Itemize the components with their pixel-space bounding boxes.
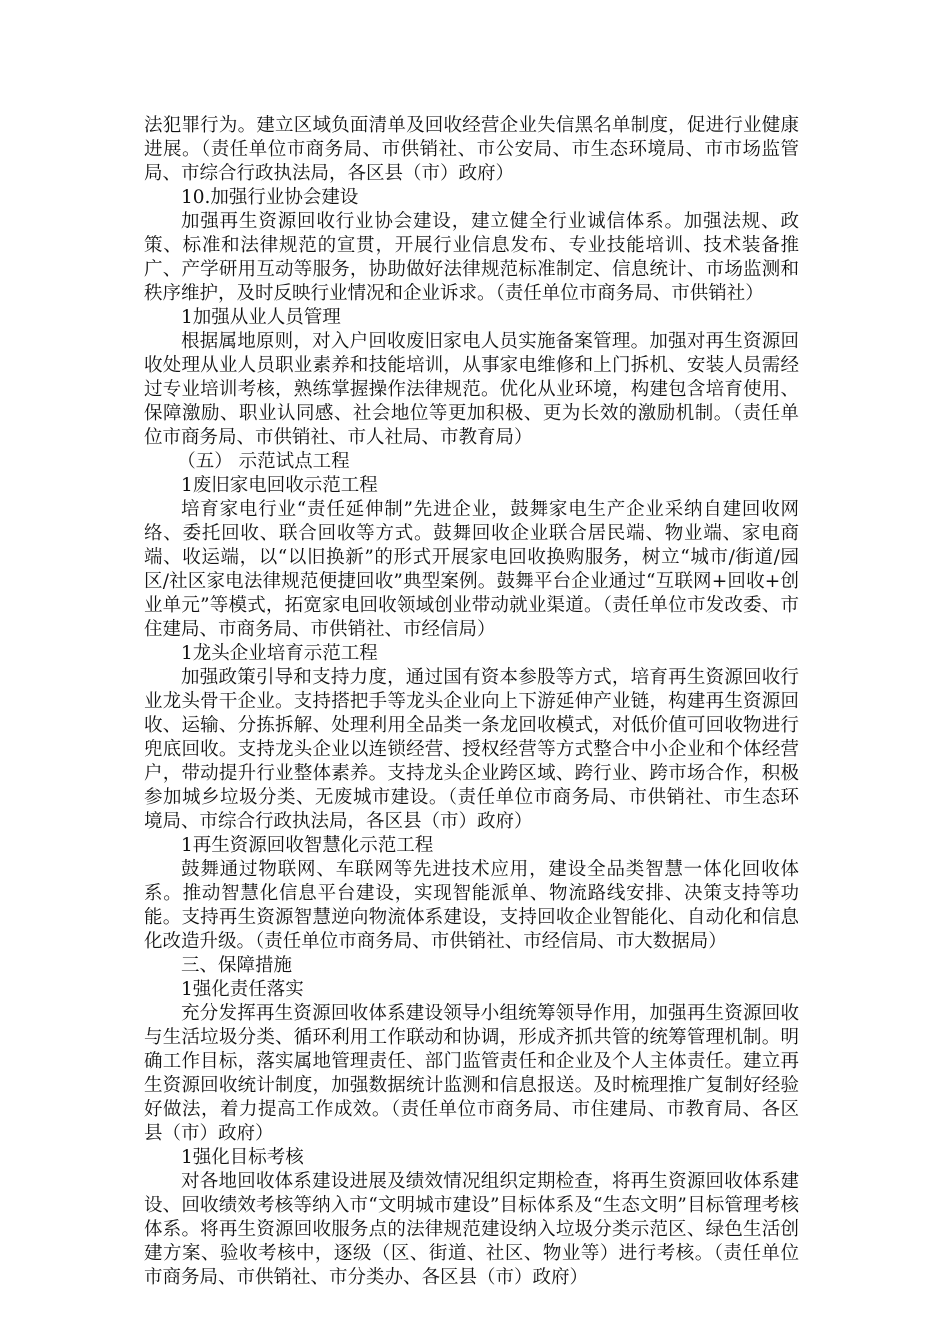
section-heading-smart-recycling: 1再生资源回收智慧化示范工程: [181, 835, 434, 856]
paragraph-appliance-recycling: 培育家电行业“责任延伸制”先进企业，鼓舞家电生产企业采纳自建回收网络、委托回收、联合回收等方式。鼓舞回收企业联合居民端、物业端、家电商端、收运端，以“以旧换新”的形式开展家电回收换购服务，树立“城市/街道/园区/社区家电法律规范便捷回收”典型案例。鼓舞平台企业通过“互联网+回收+创业单元”等模式，拓宽家电回收领域创业带动就业渠道。（责任单位市发改委、市住建局、市商务局、市供销社、市经信局）: [144, 499, 799, 640]
paragraph-responsibility: 充分发挥再生资源回收体系建设领导小组统筹领导作用，加强再生资源回收与生活垃圾分类、循环利用工作联动和协调，形成齐抓共管的统筹管理机制。明确工作目标，落实属地管理责任、部门监管责任和企业及个人主体责任。建立再生资源回收统计制度，加强数据统计监测和信息报送。及时梳理推广复制好经验好做法，着力提高工作成效。（责任单位市商务局、市住建局、市教育局、各区县（市）政府）: [144, 1003, 799, 1144]
paragraph-assessment: 对各地回收体系建设进展及绩效情况组织定期检查，将再生资源回收体系建设、回收绩效考核等纳入市“文明城市建设”目标体系及“生态文明”目标管理考核体系。将再生资源回收服务点的法律规范建设纳入垃圾分类示范区、绿色生活创建方案、验收考核中，逐级（区、街道、社区、物业等）进行考核。（责任单位市商务局、市供销社、市分类办、各区县（市）政府）: [144, 1171, 799, 1288]
paragraph-industry-association: 加强再生资源回收行业协会建设，建立健全行业诚信体系。加强法规、政策、标准和法律规范的宣贯，开展行业信息发布、专业技能培训、技术装备推广、产学研用互动等服务，协助做好法律规范标准制定、信息统计、市场监测和秩序维护，及时反映行业情况和企业诉求。（责任单位市商务局、市供销社）: [144, 211, 799, 304]
section-heading-industry-association: 10.加强行业协会建设: [181, 187, 359, 208]
section-heading-safeguards: 三、保障措施: [181, 955, 293, 976]
paragraph-smart-recycling: 鼓舞通过物联网、车联网等先进技术应用，建设全品类智慧一体化回收体系。推动智慧化信息平台建设，实现智能派单、物流路线安排、决策支持等功能。支持再生资源智慧逆向物流体系建设，支持回收企业智能化、自动化和信息化改造升级。（责任单位市商务局、市供销社、市经信局、市大数据局）: [144, 859, 799, 952]
section-heading-personnel-management: 1加强从业人员管理: [181, 307, 341, 328]
paragraph-continued: 法犯罪行为。建立区域负面清单及回收经营企业失信黑名单制度，促进行业健康进展。（责任单位市商务局、市供销社、市公安局、市生态环境局、市市场监管局、市综合行政执法局，各区县（市）政府）: [144, 115, 799, 184]
document-page: [144, 114, 799, 1290]
section-heading-appliance-recycling: 1废旧家电回收示范工程: [181, 475, 378, 496]
section-heading-demonstration: （五） 示范试点工程: [177, 451, 350, 472]
section-heading-assessment: 1强化目标考核: [181, 1147, 304, 1168]
section-heading-leading-enterprise: 1龙头企业培育示范工程: [181, 643, 378, 664]
paragraph-leading-enterprise: 加强政策引导和支持力度，通过国有资本参股等方式，培育再生资源回收行业龙头骨干企业。支持搭把手等龙头企业向上下游延伸产业链，构建再生资源回收、运输、分拣拆解、处理利用全品类一条龙回收模式，对低价值可回收物进行兜底回收。支持龙头企业以连锁经营、授权经营等方式整合中小企业和个体经营户，带动提升行业整体素养。支持龙头企业跨区域、跨行业、跨市场合作，积极参加城乡垃圾分类、无废城市建设。（责任单位市商务局、市供销社、市生态环境局、市综合行政执法局，各区县（市）政府）: [144, 667, 799, 832]
paragraph-personnel-management: 根据属地原则，对入户回收废旧家电人员实施备案管理。加强对再生资源回收处理从业人员职业素养和技能培训，从事家电维修和上门拆机、安装人员需经过专业培训考核，熟练掌握操作法律规范。优化从业环境，构建包含培育使用、保障激励、职业认同感、社会地位等更加积极、更为长效的激励机制。（责任单位市商务局、市供销社、市人社局、市教育局）: [144, 331, 799, 448]
section-heading-responsibility: 1强化责任落实: [181, 979, 304, 1000]
